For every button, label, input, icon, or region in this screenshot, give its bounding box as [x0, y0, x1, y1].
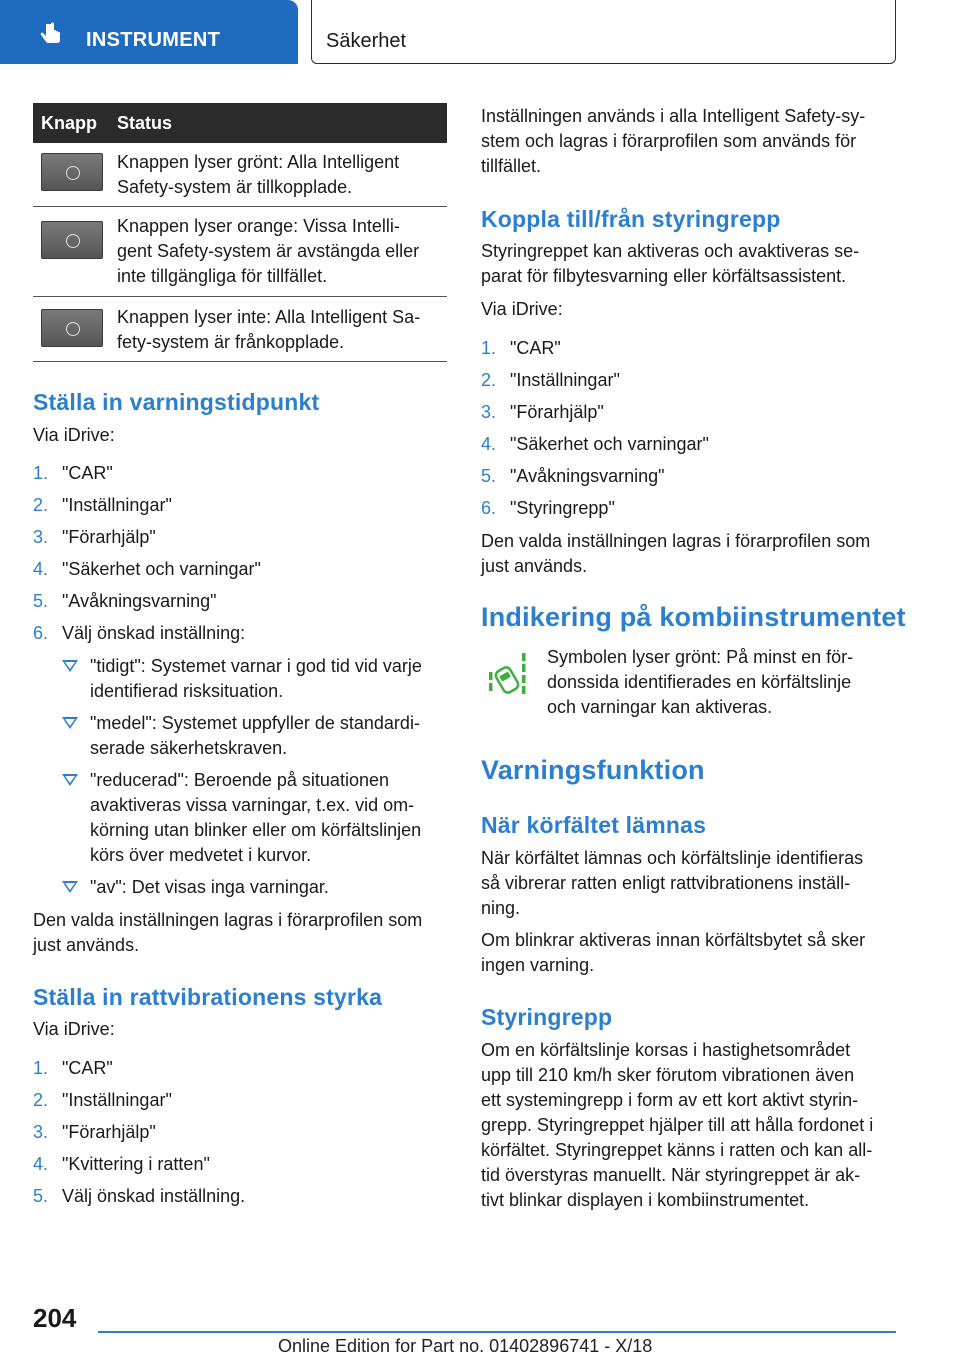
table-row	[33, 143, 447, 207]
chapter-tab[interactable]	[0, 0, 298, 64]
page-number: 204	[33, 1303, 77, 1333]
table-row	[33, 297, 447, 362]
triangle-bullet-icon	[62, 717, 78, 729]
lane-departure-green-icon	[486, 650, 530, 700]
via-idrive-1: Via iDrive:	[33, 425, 115, 445]
button-status-table	[33, 103, 447, 362]
hand-pointer-icon	[38, 21, 64, 47]
triangle-bullet-icon	[62, 774, 78, 786]
leaving-lane-paragraph: När körfältet lämnas och körfältslinje identifieras så vibrerar ratten enligt rattvibrationens inställ- ning.	[481, 848, 864, 918]
table-header-status: Status	[117, 112, 173, 133]
footer-divider	[98, 1331, 896, 1333]
assist-button-off-icon	[41, 309, 103, 347]
assist-button-orange-icon	[41, 221, 103, 259]
stored-note-1: Den valda inställningen lagras i förarprofilen som just används.	[33, 910, 423, 955]
steering-paragraph: Styringreppet kan aktiveras och avaktiveras se- parat för filbytesvarning eller körfältsassistent.	[481, 241, 860, 286]
heading-warning-function: Varningsfunktion	[481, 755, 705, 785]
steering-grip-paragraph: Om en körfältslinje korsas i hastighetsområdet upp till 210 km/h sker förutom vibrationen även ett systemingrepp i form av ett kort aktivt styrin- grepp. Styringreppet hjälper till att hålla fordonet i körfältet. Styringreppet känns i ratten och kan all- tid överstyras manuellt. När styringreppet är ak- tivt blinkar displayen i kombiinstrumentet.	[481, 1040, 874, 1210]
intro-paragraph: Inställningen används i alla Intelligent Safety-sy- stem och lagras i förarprofilen som används för tillfället.	[481, 106, 866, 176]
heading-steering-intervention: Koppla till/från styringrepp	[481, 206, 781, 232]
table-row-status: Knappen lyser orange: Vissa Intelli- gent Safety-system är avstängda eller inte tillgängliga för tillfället.	[117, 216, 420, 286]
table-row-status: Knappen lyser inte: Alla Intelligent Sa- fety-system är frånkopplade.	[117, 307, 421, 352]
table-header-knapp: Knapp	[41, 112, 97, 133]
table-row	[33, 207, 447, 297]
symbol-description: Symbolen lyser grönt: På minst en för- donssida identifierades en körfältslinje och varningar kan aktiveras.	[547, 647, 854, 717]
assist-button-green-icon	[41, 153, 103, 191]
table-header	[33, 103, 447, 143]
chapter-title: INSTRUMENT	[86, 29, 221, 51]
stored-note-2: Den valda inställningen lagras i förarprofilen som just används.	[481, 531, 871, 576]
triangle-bullet-icon	[62, 660, 78, 672]
heading-leaving-lane: När körfältet lämnas	[481, 812, 707, 838]
heading-steering-grip: Styringrepp	[481, 1004, 613, 1030]
heading-warning-time: Ställa in varningstidpunkt	[33, 389, 320, 415]
heading-cluster-indication: Indikering på kombiinstrumentet	[481, 602, 906, 632]
via-idrive-2: Via iDrive:	[33, 1019, 115, 1039]
via-idrive-3: Via iDrive:	[481, 299, 563, 319]
table-row-status: Knappen lyser grönt: Alla Intelligent Safety-system är tillkopplade.	[117, 152, 400, 197]
section-title: Säkerhet	[326, 30, 407, 52]
heading-vibration-strength: Ställa in rattvibrationens styrka	[33, 984, 383, 1010]
triangle-bullet-icon	[62, 881, 78, 893]
footer-edition: Online Edition for Part no. 01402896741 - X/18	[278, 1336, 653, 1356]
blinker-paragraph: Om blinkrar aktiveras innan körfältsbytet så sker ingen varning.	[481, 930, 866, 975]
